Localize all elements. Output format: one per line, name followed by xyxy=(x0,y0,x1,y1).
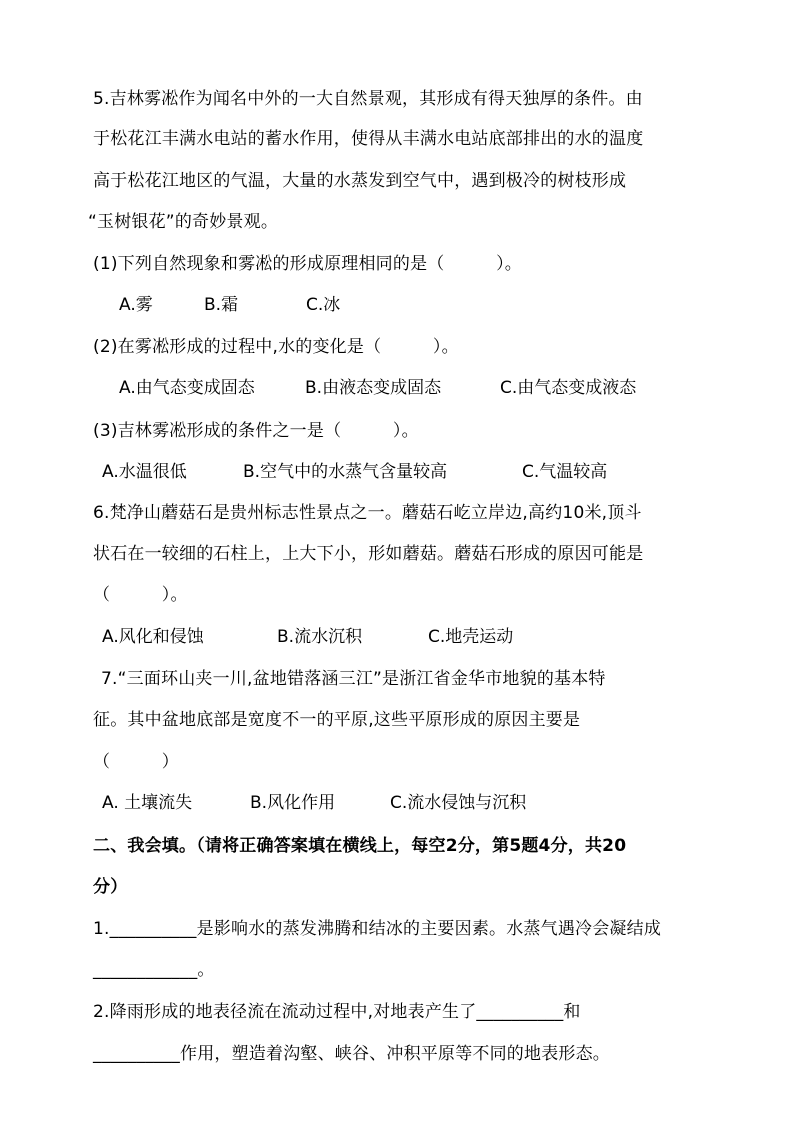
q5-sub2-option-b[interactable]: B.由液态变成固态 xyxy=(305,378,442,398)
fill1-line-1: 1.__________是影响水的蒸发沸腾和结冰的主要因素。水蒸气遇冷会凝结成 xyxy=(93,919,662,939)
q5-sub2-options xyxy=(0,377,794,399)
fill1-line-2: ____________。 xyxy=(93,960,215,980)
q5-sub3-option-c[interactable]: C.气温较高 xyxy=(522,462,608,482)
q6-line-1: 6.梵净山蘑菇石是贵州标志性景点之一。蘑菇石屹立岸边,高约10米,顶斗 xyxy=(93,503,642,523)
q5-sub3-option-b[interactable]: B.空气中的水蒸气含量较高 xyxy=(243,462,448,482)
q5-line-3: 高于松花江地区的气温，大量的水蒸发到空气中，遇到极冷的树枝形成 xyxy=(93,171,627,191)
q5-sub1-option-b[interactable]: B.霜 xyxy=(204,295,239,315)
q7-options xyxy=(0,792,794,814)
q7-option-c[interactable]: C.流水侵蚀与沉积 xyxy=(390,793,527,813)
section2-heading-line-1: 二、我会填。（请将正确答案填在横线上，每空2分，第5题4分，共20 xyxy=(93,836,627,856)
q6-option-b[interactable]: B.流水沉积 xyxy=(277,627,363,647)
q6-option-c[interactable]: C.地壳运动 xyxy=(428,627,514,647)
q5-sub1-options xyxy=(0,294,794,316)
q6-line-3: （ ）。 xyxy=(93,585,188,605)
q5-sub3-options xyxy=(0,461,794,483)
q5-line-2: 于松花江丰满水电站的蓄水作用，使得从丰满水电站底部排出的水的温度 xyxy=(93,129,644,149)
q5-sub1-option-c[interactable]: C.冰 xyxy=(306,295,341,315)
q5-sub3-option-a[interactable]: A.水温很低 xyxy=(102,462,187,482)
q5-sub2-option-a[interactable]: A.由气态变成固态 xyxy=(119,378,255,398)
q5-line-4: “玉树银花”的奇妙景观。 xyxy=(88,212,279,232)
q7-line-3: （ ） xyxy=(93,752,179,772)
q6-line-2: 状石在一较细的石柱上，上大下小，形如蘑菇。蘑菇石形成的原因可能是 xyxy=(93,544,644,564)
q7-option-b[interactable]: B.风化作用 xyxy=(250,793,336,813)
q7-option-a[interactable]: A. 土壤流失 xyxy=(102,793,193,813)
q7-line-2: 征。其中盆地底部是宽度不一的平原,这些平原形成的原因主要是 xyxy=(93,710,581,730)
q5-line-1: 5.吉林雾凇作为闻名中外的一大自然景观，其形成有得天独厚的条件。由 xyxy=(93,89,643,109)
section2-heading-line-2: 分） xyxy=(93,877,128,897)
q6-option-a[interactable]: A.风化和侵蚀 xyxy=(102,627,204,647)
q5-sub2-stem: (2)在雾凇形成的过程中,水的变化是（ ）。 xyxy=(93,337,459,357)
fill2-line-2: __________作用，塑造着沟壑、峡谷、冲积平原等不同的地表形态。 xyxy=(93,1044,610,1064)
q6-options xyxy=(0,626,794,648)
q5-sub2-option-c[interactable]: C.由气态变成液态 xyxy=(500,378,637,398)
q5-sub1-option-a[interactable]: A.雾 xyxy=(119,295,153,315)
fill2-line-1: 2.降雨形成的地表径流在流动过程中,对地表产生了__________和 xyxy=(93,1002,581,1022)
q5-sub1-stem: (1)下列自然现象和雾凇的形成原理相同的是（ ）。 xyxy=(93,254,522,274)
q7-line-1: 7.“三面环山夹一川,盆地错落涵三江”是浙江省金华市地貌的基本特 xyxy=(101,669,606,689)
q5-sub3-stem: (3)吉林雾凇形成的条件之一是（ ）。 xyxy=(93,421,419,441)
